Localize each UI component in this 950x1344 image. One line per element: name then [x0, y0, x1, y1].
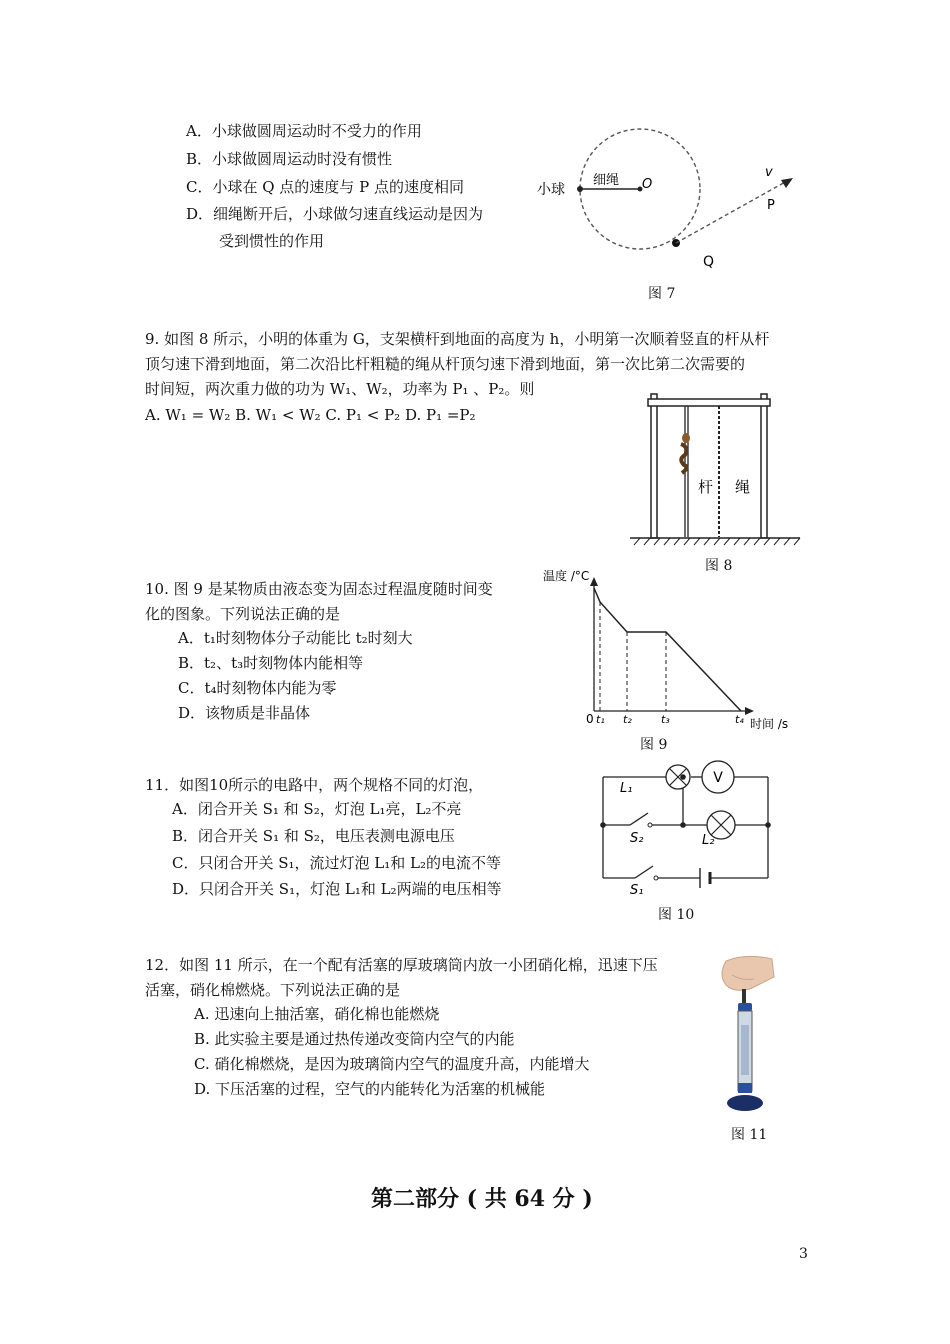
q11-option-b: B．闭合开关 S₁ 和 S₂，电压表测电源电压	[172, 827, 455, 845]
voltmeter	[702, 761, 734, 793]
cylinder-base-ring	[738, 1083, 752, 1093]
y-axis-arrow	[590, 577, 598, 586]
ball-label: 小球	[537, 182, 565, 198]
q12-stem-line2: 活塞，硝化棉燃烧。下列说法正确的是	[145, 981, 401, 999]
q10-option-b: B．t₂、t₃时刻物体内能相等	[178, 654, 364, 672]
q10-option-d: D．该物质是非晶体	[178, 704, 311, 722]
q8-option-b: B．小球做圆周运动时没有惯性	[186, 150, 393, 168]
q11-option-d: D．只闭合开关 S₁，灯泡 L₁和 L₂两端的电压相等	[172, 880, 502, 898]
q12-option-c: C. 硝化棉燃烧，是因为玻璃筒内空气的温度升高，内能增大	[194, 1055, 590, 1073]
q8-option-c: C．小球在 Q 点的速度与 P 点的速度相同	[186, 178, 464, 196]
figure-8-caption: 图 8	[705, 558, 733, 574]
q12-option-d: D. 下压活塞的过程，空气的内能转化为活塞的机械能	[194, 1080, 546, 1098]
left-post	[651, 394, 657, 538]
figure-7-caption: 图 7	[648, 286, 676, 302]
figure-10-caption: 图 10	[658, 907, 695, 923]
center-label: O	[642, 177, 653, 192]
junction-middle	[680, 822, 686, 828]
q9-stem-line2: 顶匀速下滑到地面，第二次沿比杆粗糙的绳从杆顶匀速下滑到地面，第一次比第二次需要的	[145, 355, 746, 373]
q10-option-c: C．t₄时刻物体内能为零	[178, 679, 337, 697]
cylinder-base	[727, 1095, 763, 1111]
piston-rod	[742, 989, 746, 1005]
q-label: Q	[703, 254, 715, 270]
climber-figure	[681, 433, 690, 473]
glass-interior	[741, 1025, 749, 1075]
section-heading: 第二部分 ( 共 64 分 )	[371, 1186, 593, 1212]
l1-label: L₁	[620, 781, 633, 796]
page-number: 3	[799, 1246, 808, 1262]
q8-option-d: D．细绳断开后，小球做匀速直线运动是因为	[186, 205, 484, 223]
switch-s2	[630, 813, 648, 825]
figure-11-caption: 图 11	[731, 1127, 768, 1143]
q8-option-d-continued: 受到惯性的作用	[219, 232, 325, 250]
junction-top	[680, 774, 686, 780]
lamp-l1	[666, 765, 690, 789]
hand	[722, 956, 774, 990]
figure-8-pole-rope	[622, 387, 807, 547]
figure-9-caption: 图 9	[640, 737, 668, 753]
q8-option-a: A．小球做圆周运动时不受力的作用	[186, 122, 422, 140]
switch-s1	[635, 866, 653, 878]
q9-stem-line3: 时间短，两次重力做的功为 W₁、W₂，功率为 P₁ 、P₂。则	[145, 380, 535, 398]
origin-label: 0	[586, 712, 594, 726]
q10-stem-line2: 化的图象。下列说法正确的是	[145, 605, 341, 623]
rope-label: 细绳	[593, 173, 620, 188]
tick-t1: t₁	[596, 713, 605, 726]
y-axis-label: 温度 /°C	[543, 569, 590, 583]
x-axis-arrow	[745, 707, 754, 715]
tick-t3: t₃	[661, 713, 670, 726]
tick-t2: t₂	[623, 713, 632, 726]
l2-label: L₂	[702, 833, 715, 848]
s2-label: S₂	[630, 831, 644, 846]
voltmeter-label: V	[713, 770, 723, 786]
switch-s1-contact	[654, 876, 658, 880]
junction-right	[765, 822, 771, 828]
p-label: P	[767, 198, 775, 213]
q12-option-a: A. 迅速向上抽活塞，硝化棉也能燃烧	[194, 1005, 440, 1023]
q9-stem-line1: 9. 如图 8 所示，小明的体重为 G，支架横杆到地面的高度为 h，小明第一次顺着竖直的杆从杆	[145, 330, 770, 348]
figure-11-photo	[712, 955, 778, 1117]
q10-stem-line1: 10. 图 9 是某物质由液态变为固态过程温度随时间变	[145, 580, 493, 598]
x-axis-label: 时间 /s	[750, 717, 789, 731]
tick-t4: t₄	[735, 713, 744, 726]
q12-stem-line1: 12．如图 11 所示，在一个配有活塞的厚玻璃筒内放一小团硝化棉，迅速下压	[145, 956, 658, 974]
crossbar	[648, 399, 770, 406]
ball-dot	[577, 186, 583, 192]
junction-left	[600, 822, 606, 828]
ground-hatch	[634, 538, 800, 545]
q11-option-c: C．只闭合开关 S₁，流过灯泡 L₁和 L₂的电流不等	[172, 854, 502, 872]
q10-option-a: A．t₁时刻物体分子动能比 t₂时刻大	[178, 629, 413, 647]
q11-option-a: A．闭合开关 S₁ 和 S₂，灯泡 L₁亮，L₂不亮	[172, 800, 462, 818]
q9-options: A. W₁ = W₂ B. W₁ < W₂ C. P₁ < P₂ D. P₁ =P₂	[145, 406, 476, 424]
piston-cap	[738, 1003, 752, 1011]
s1-label: S₁	[630, 883, 644, 898]
rope-label: 绳	[735, 478, 751, 496]
figure-10-circuit	[590, 758, 785, 903]
q11-stem: 11．如图10所示的电路中，两个规格不同的灯泡，	[145, 776, 484, 794]
temperature-curve	[594, 588, 741, 711]
right-post	[761, 394, 767, 538]
v-label: v	[765, 165, 773, 180]
pole-label: 杆	[698, 478, 714, 496]
q12-option-b: B. 此实验主要是通过热传递改变筒内空气的内能	[194, 1030, 515, 1048]
figure-7-circular-motion	[525, 122, 815, 282]
figure-9-cooling-curve	[540, 566, 802, 732]
switch-s2-contact	[648, 823, 652, 827]
